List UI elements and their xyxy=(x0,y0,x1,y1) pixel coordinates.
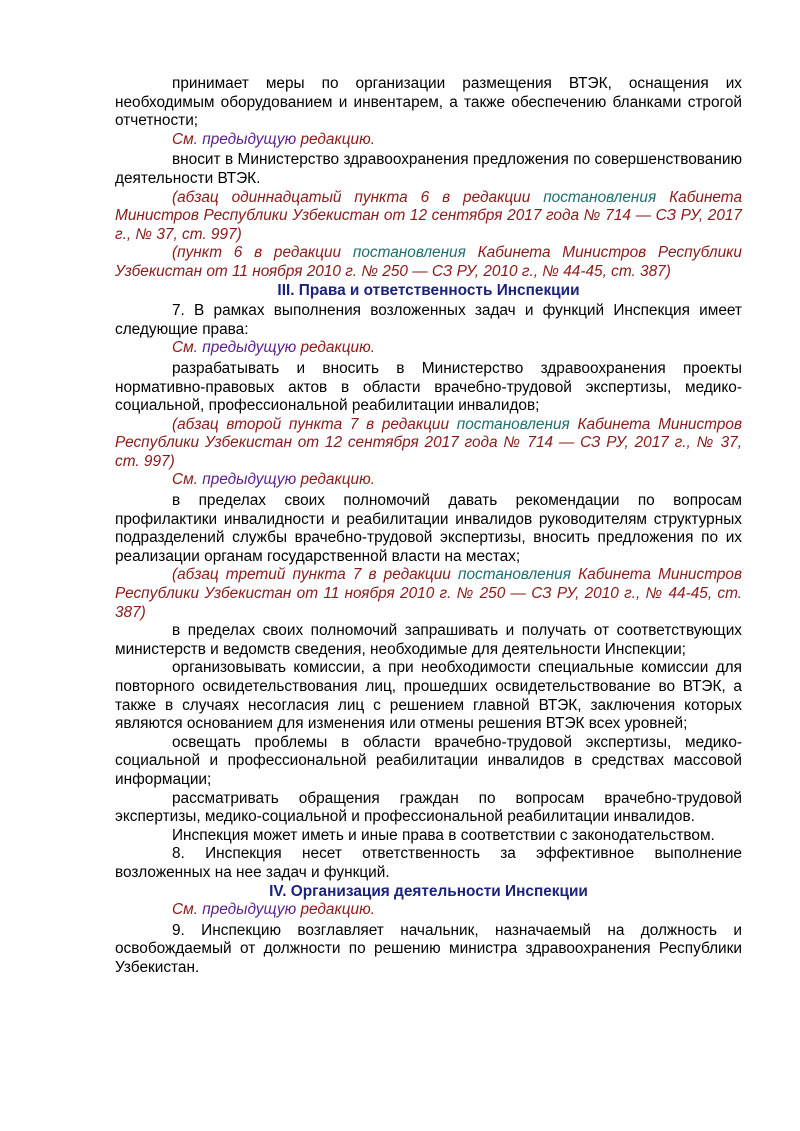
paragraph: вносит в Министерство здравоохранения предложения по совершенствованию деятельности ВТЭК. xyxy=(115,151,742,187)
paragraph: 7. В рамках выполнения возложенных задач и функций Инспекция имеет следующие права: xyxy=(115,302,742,338)
previous-edition-note: См. предыдущую редакцию. xyxy=(172,471,375,489)
previous-edition-note: См. предыдущую редакцию. xyxy=(172,901,375,919)
amendment-note: (абзац одиннадцатый пункта 6 в редакции постановления Кабинета Министров Республики Узбекистан от 12 сентября 2017 года № 714 — СЗ РУ, 2017 г., № 37, ст. 997) xyxy=(115,188,743,243)
paragraph: в пределах своих полномочий давать рекомендации по вопросам профилактики инвалидности и реабилитации инвалидов руководителям структурных подразделений службы врачебно-трудовой экспертизы, вносить предложения по их реализации органам государственной власти на местах; xyxy=(115,492,742,565)
paragraph: 9. Инспекцию возглавляет начальник, назначаемый на должность и освобождаемый от должности по решению министра здравоохранения Республики Узбекистан. xyxy=(115,921,742,976)
paragraph: организовывать комиссии, а при необходимости специальные комиссии для повторного освидетельствования лиц, прошедших освидетельствование во ВТЭК, а также в случаях несогласия лиц с решением главной ВТЭК, заключения которых являются основанием для изменения или отмены решения ВТЭК всех уровней; xyxy=(115,659,742,733)
paragraph: принимает меры по организации размещения ВТЭК, оснащения их необходимым оборудованием и инвентарем, а также обеспечению бланками строгой отчетности; xyxy=(115,75,742,130)
previous-edition-link[interactable]: предыдущую xyxy=(202,130,297,148)
paragraph: освещать проблемы в области врачебно-трудовой экспертизы, медико-социальной и профессиональной реабилитации инвалидов в средствах массовой информации; xyxy=(115,733,742,788)
paragraph: 8. Инспекция несет ответственность за эффективное выполнение возложенных на нее задач и функций. xyxy=(115,845,742,881)
previous-edition-link[interactable]: предыдущую xyxy=(202,339,297,357)
paragraph: разрабатывать и вносить в Министерство здравоохранения проекты нормативно-правовых актов в области врачебно-трудовой экспертизы, медико-социальной, профессиональной реабилитации инвалидов; xyxy=(115,359,742,415)
resolution-link[interactable]: постановления xyxy=(457,566,571,584)
amendment-note: (абзац третий пункта 7 в редакции постановления Кабинета Министров Республики Узбекистан от 11 ноября 2010 г. № 250 — СЗ РУ, 2010 г., № 44-45, ст. 387) xyxy=(115,566,742,621)
previous-edition-link[interactable]: предыдущую xyxy=(202,471,297,489)
section-heading: III. Права и ответственность Инспекции xyxy=(277,281,580,299)
paragraph: Инспекция может иметь и иные права в соответствии с законодательством. xyxy=(172,826,715,844)
previous-edition-link[interactable]: предыдущую xyxy=(202,901,297,919)
amendment-note: (абзац второй пункта 7 в редакции постановления Кабинета Министров Республики Узбекистан от 12 сентября 2017 года № 714 — СЗ РУ, 2017 г., № 37, ст. 997) xyxy=(115,415,742,470)
resolution-link[interactable]: постановления xyxy=(456,415,570,433)
section-heading: IV. Организация деятельности Инспекции xyxy=(269,882,588,900)
previous-edition-note: См. предыдущую редакцию. xyxy=(172,130,375,148)
previous-edition-note: См. предыдущую редакцию. xyxy=(172,339,375,357)
amendment-note: (пункт 6 в редакции постановления Кабинета Министров Республики Узбекистан от 11 ноября 2010 г. № 250 — СЗ РУ, 2010 г., № 44-45, ст. 387) xyxy=(115,244,742,280)
resolution-link[interactable]: постановления xyxy=(352,244,466,262)
paragraph: рассматривать обращения граждан по вопросам врачебно-трудовой экспертизы, медико-социальной и профессиональной реабилитации инвалидов. xyxy=(115,789,742,826)
resolution-link[interactable]: постановления xyxy=(543,188,657,206)
paragraph: в пределах своих полномочий запрашивать и получать от соответствующих министерств и ведомств сведения, необходимые для деятельности Инспекции; xyxy=(115,622,742,658)
